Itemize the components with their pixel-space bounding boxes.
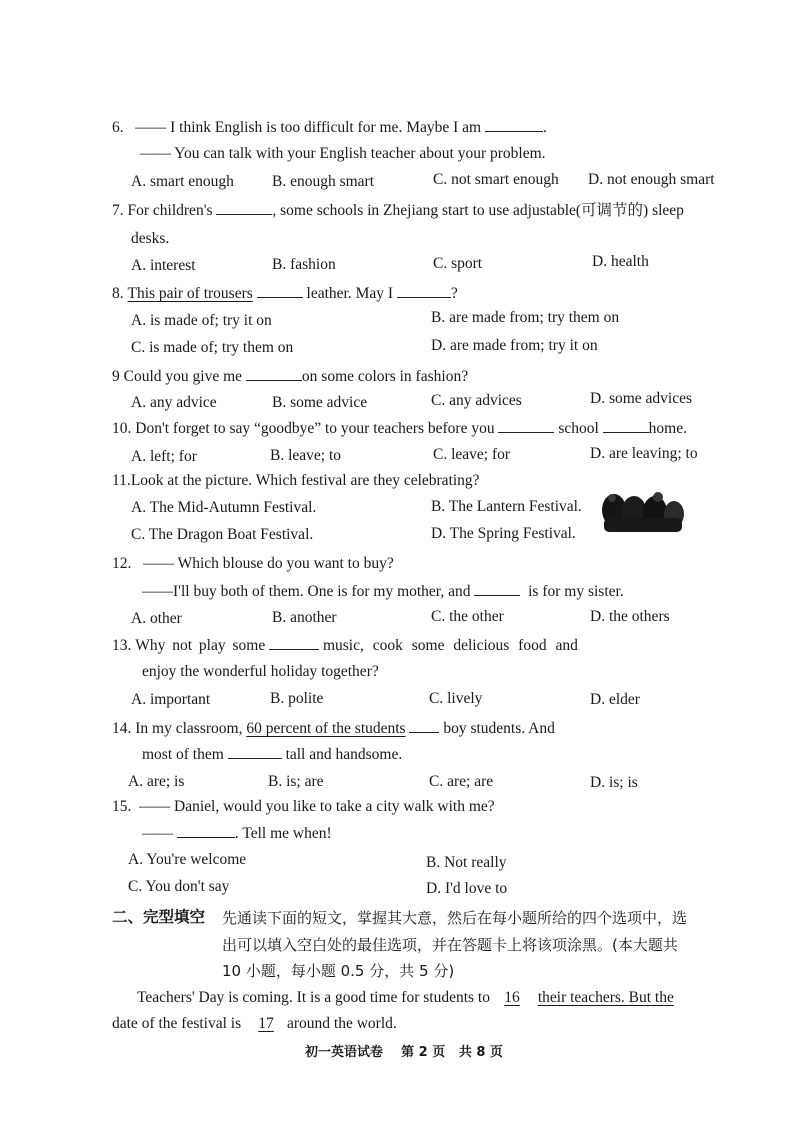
option-a[interactable]: A. interest	[131, 257, 196, 274]
option-b[interactable]: B. some advice	[272, 394, 368, 411]
question-text: For children's	[127, 202, 213, 219]
option-d[interactable]: D. elder	[590, 691, 640, 708]
question-text: .	[542, 119, 547, 136]
option-d[interactable]: D. is; is	[590, 774, 638, 791]
question-number: 12.	[112, 555, 132, 572]
question-text: Don't forget to say “goodbye” to your teachers before you	[135, 420, 495, 437]
option-b[interactable]: B. Not really	[426, 854, 507, 871]
question-text: ?	[450, 285, 458, 302]
option-c[interactable]: C. the other	[431, 608, 504, 625]
answer-blank[interactable]	[603, 418, 649, 433]
option-c[interactable]: C. The Dragon Boat Festival.	[131, 526, 314, 543]
question-9-stem	[112, 366, 468, 387]
option-c[interactable]: C. any advices	[431, 392, 522, 409]
question-text: Could you give me	[123, 368, 243, 385]
question-7-cont: desks.	[131, 230, 170, 247]
page-footer	[305, 1043, 503, 1063]
question-text: In my classroom,	[135, 720, 243, 737]
question-text: most of them	[142, 746, 224, 763]
option-b[interactable]: B. is; are	[268, 773, 324, 790]
passage-text: their teachers. But the	[537, 989, 674, 1006]
option-a[interactable]: A. is made of; try it on	[131, 312, 272, 329]
question-text: . Tell me when!	[234, 825, 332, 842]
footer-total-pages: 共 8 页	[458, 1045, 503, 1060]
answer-blank[interactable]	[485, 117, 543, 132]
option-b[interactable]: B. polite	[270, 690, 324, 707]
answer-blank[interactable]	[409, 718, 439, 733]
option-d[interactable]: D. The Spring Festival.	[431, 525, 576, 542]
question-15-stem	[112, 797, 495, 817]
answer-blank[interactable]	[246, 366, 302, 381]
question-13-cont: enjoy the wonderful holiday together?	[142, 663, 379, 680]
question-14-stem	[112, 718, 555, 739]
question-10-stem	[112, 418, 687, 439]
question-13-stem	[112, 635, 578, 656]
option-a[interactable]: A. are; is	[128, 773, 185, 790]
question-text: —— Daniel, would you like to take a city walk with me?	[139, 798, 495, 815]
passage-text: date of the festival is	[112, 1015, 242, 1032]
section-2-instructions-line3: 10 小题，每小题 0.5 分，共 5 分)	[222, 962, 455, 980]
option-b[interactable]: B. The Lantern Festival.	[431, 498, 582, 515]
option-c[interactable]: C. lively	[429, 690, 483, 707]
question-number: 9	[112, 368, 120, 385]
option-a[interactable]: A. important	[131, 691, 211, 708]
question-number: 10.	[112, 420, 132, 437]
question-number: 13.	[112, 637, 132, 654]
option-c[interactable]: C. leave; for	[433, 446, 511, 463]
option-c[interactable]: C. You don't say	[128, 878, 230, 895]
answer-blank[interactable]	[228, 744, 282, 759]
question-text: Look at the picture. Which festival are they celebrating?	[130, 472, 480, 489]
question-text: is for my sister.	[528, 583, 624, 600]
question-text: ——I'll buy both of them. One is for my mother, and	[142, 583, 471, 600]
option-b[interactable]: B. leave; to	[270, 447, 342, 464]
question-6-stem	[112, 117, 547, 138]
question-text: boy students. And	[443, 720, 555, 737]
question-14-cont	[142, 744, 402, 765]
question-text: 60 percent of the students	[246, 720, 406, 737]
question-number: 15.	[112, 798, 132, 815]
option-c[interactable]: C. not smart enough	[433, 171, 559, 188]
option-a[interactable]: A. any advice	[131, 394, 217, 411]
option-a[interactable]: A. smart enough	[131, 173, 234, 190]
question-number: 8.	[112, 285, 124, 302]
question-11-stem	[112, 471, 480, 491]
option-a[interactable]: A. other	[131, 610, 182, 627]
option-d[interactable]: D. the others	[590, 608, 670, 625]
question-text: , some schools in Zhejiang start to use adjustable(可调节的) sleep	[272, 202, 684, 219]
passage-blank-17[interactable]: 17	[258, 1015, 274, 1032]
answer-blank[interactable]	[269, 635, 319, 650]
passage-text: Teachers' Day is coming. It is a good time for students to	[137, 989, 490, 1006]
passage-blank-16[interactable]: 16	[504, 989, 520, 1006]
question-7-stem	[112, 200, 684, 221]
question-12-stem	[112, 554, 394, 574]
answer-blank[interactable]	[257, 283, 303, 298]
question-15-reply	[142, 823, 332, 844]
option-d[interactable]: D. some advices	[590, 390, 693, 407]
option-b[interactable]: B. enough smart	[272, 173, 375, 190]
section-2-title: 二、完型填空	[112, 908, 206, 926]
question-number: 14.	[112, 720, 132, 737]
answer-blank[interactable]	[498, 418, 554, 433]
festival-picture	[600, 488, 686, 538]
answer-blank[interactable]	[216, 200, 272, 215]
answer-blank[interactable]	[397, 283, 451, 298]
option-a[interactable]: A. You're welcome	[128, 851, 247, 868]
question-text: home.	[648, 420, 687, 437]
option-a[interactable]: A. The Mid-Autumn Festival.	[131, 499, 317, 516]
option-a[interactable]: A. left; for	[131, 448, 197, 465]
question-text: tall and handsome.	[285, 746, 403, 763]
question-text: on some colors in fashion?	[301, 368, 469, 385]
question-8-stem	[112, 283, 458, 304]
option-d[interactable]: D. are made from; try it on	[431, 337, 598, 354]
question-text: music, cook some delicious food and	[322, 637, 578, 654]
question-text: Why not play some	[135, 637, 266, 654]
option-c[interactable]: C. sport	[433, 255, 483, 272]
passage-line-2	[112, 1014, 397, 1034]
option-b[interactable]: B. are made from; try them on	[431, 309, 620, 326]
question-12-reply	[142, 581, 624, 602]
footer-page-number: 第 2 页	[401, 1045, 446, 1060]
option-d[interactable]: D. health	[592, 253, 649, 270]
section-2-instructions-line2: 出可以填入空白处的最佳选项，并在答题卡上将该项涂黑。(本大题共	[222, 936, 678, 954]
passage-line-1	[137, 988, 674, 1008]
passage-text: around the world.	[287, 1015, 397, 1032]
question-text: school	[558, 420, 599, 437]
question-number: 6.	[112, 119, 124, 136]
answer-blank[interactable]	[177, 823, 235, 838]
option-d[interactable]: D. I'd love to	[426, 880, 508, 897]
question-text: —— I think English is too difficult for me. Maybe I am	[135, 119, 482, 136]
option-b[interactable]: B. another	[272, 609, 337, 626]
option-b[interactable]: B. fashion	[272, 256, 336, 273]
option-c[interactable]: C. are; are	[429, 773, 494, 790]
answer-blank[interactable]	[474, 581, 520, 596]
question-text: This pair of trousers	[127, 285, 253, 302]
question-text: leather. May I	[306, 285, 394, 302]
section-2-instructions-line1: 先通读下面的短文，掌握其大意，然后在每小题所给的四个选项中，选	[222, 909, 688, 927]
option-d[interactable]: D. are leaving; to	[590, 445, 698, 462]
option-c[interactable]: C. is made of; try them on	[131, 339, 294, 356]
question-text: —— Which blouse do you want to buy?	[143, 555, 394, 572]
question-text: ——	[142, 825, 173, 842]
footer-title: 初一英语试卷	[305, 1045, 384, 1060]
question-6-reply: —— You can talk with your English teacher about your problem.	[140, 145, 546, 162]
question-number: 11.	[112, 472, 131, 489]
option-d[interactable]: D. not enough smart	[588, 171, 715, 188]
question-number: 7.	[112, 202, 124, 219]
